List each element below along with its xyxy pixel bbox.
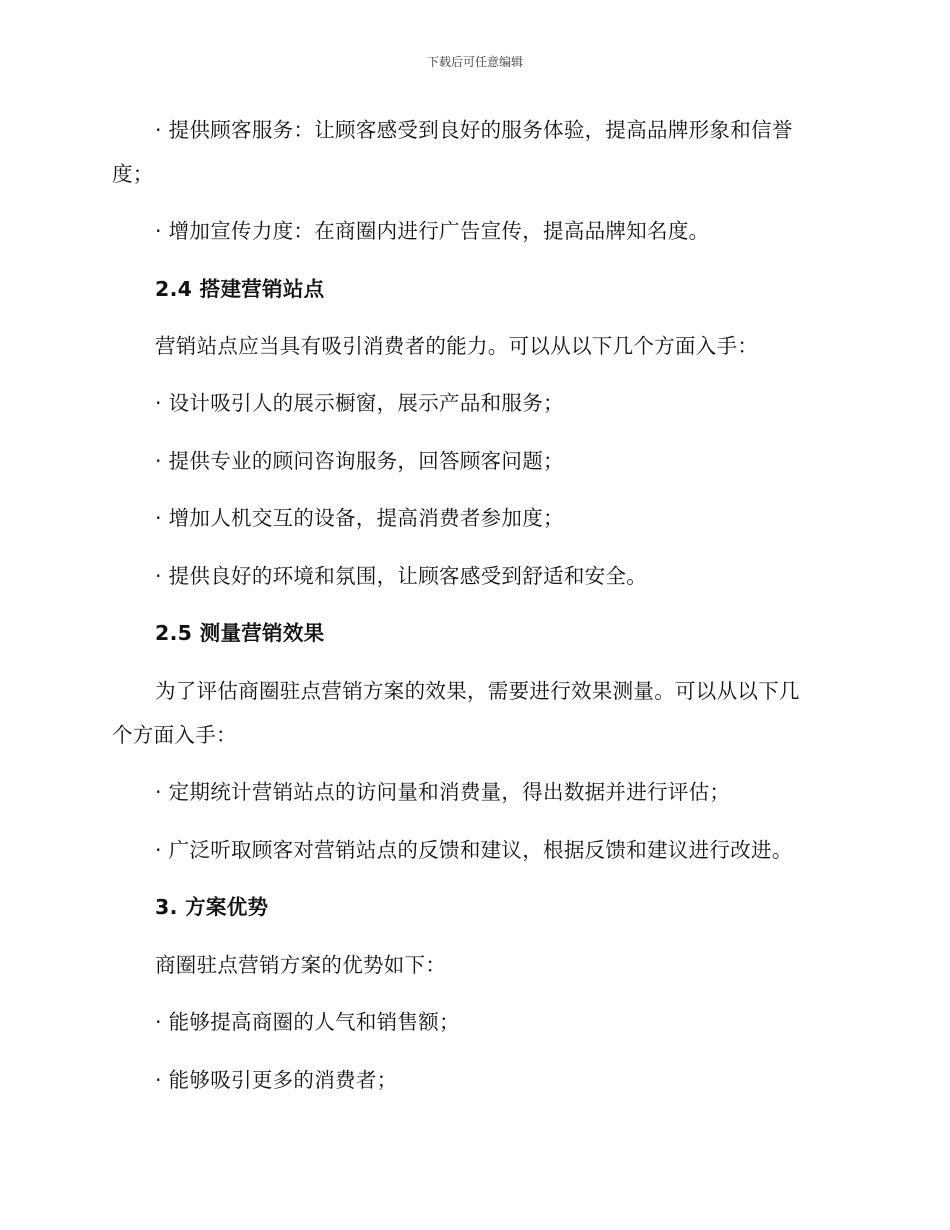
section-heading-3: 3. 方案优势 <box>155 895 269 919</box>
paragraph-measure-intro-continuation: 个方面入手： <box>112 723 237 747</box>
bullet-customer-service-continuation: 度； <box>112 162 154 186</box>
section-heading-2-4: 2.4 搭建营销站点 <box>155 277 325 301</box>
page-header: 下载后可任意编辑 <box>426 55 523 69</box>
paragraph-station-intro: 营销站点应当具有吸引消费者的能力。可以从以下几个方面入手： <box>155 334 759 358</box>
bullet-increase-promotion: · 增加宣传力度：在商圈内进行广告宣传，提高品牌知名度。 <box>155 219 710 243</box>
bullet-popularity-sales: · 能够提高商圈的人气和销售额； <box>155 1010 460 1034</box>
bullet-display-window: · 设计吸引人的展示橱窗，展示产品和服务； <box>155 391 564 415</box>
section-heading-2-5: 2.5 测量营销效果 <box>155 621 325 645</box>
bullet-environment: · 提供良好的环境和氛围，让顾客感受到舒适和安全。 <box>155 564 648 588</box>
bullet-feedback: · 广泛听取顾客对营销站点的反馈和建议，根据反馈和建议进行改进。 <box>155 838 793 862</box>
bullet-consulting-service: · 提供专业的顾问咨询服务，回答顾客问题； <box>155 449 564 473</box>
bullet-customer-service: · 提供顾客服务：让顾客感受到良好的服务体验，提高品牌形象和信誉 <box>155 118 793 142</box>
paragraph-advantages-intro: 商圈驻点营销方案的优势如下： <box>155 953 447 977</box>
bullet-attract-consumers: · 能够吸引更多的消费者； <box>155 1068 398 1092</box>
bullet-interactive-devices: · 增加人机交互的设备，提高消费者参加度； <box>155 506 564 530</box>
paragraph-measure-intro: 为了评估商圈驻点营销方案的效果，需要进行效果测量。可以从以下几 <box>155 679 800 703</box>
bullet-statistics: · 定期统计营销站点的访问量和消费量，得出数据并进行评估； <box>155 780 731 804</box>
